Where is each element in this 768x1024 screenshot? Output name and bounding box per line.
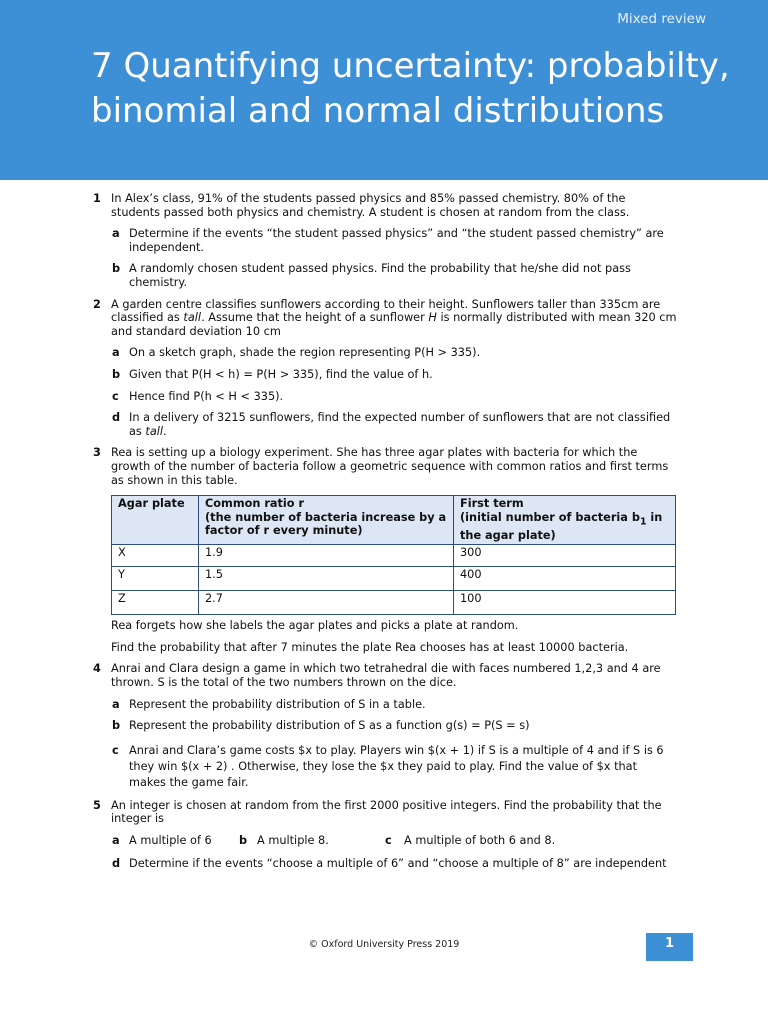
- part-label: c: [112, 743, 119, 757]
- question-number: 5: [93, 798, 101, 812]
- term-tall: tall: [183, 311, 202, 325]
- question-number: 3: [93, 446, 101, 460]
- section-label: Mixed review: [617, 11, 706, 27]
- table-row: [112, 567, 676, 591]
- part-label: d: [112, 411, 121, 425]
- question-text-cont: . Assume that the height of a sunflower: [201, 311, 429, 325]
- page-title: 7 Quantifying uncertainty: probabilty, binomial and normal distributions: [91, 46, 730, 131]
- cell-plate: Y: [112, 567, 199, 591]
- question-3-task: Find the probability that after 7 minutes the plate Rea chooses has at least 10000 bacteria.: [111, 640, 629, 654]
- question-2-part-c: [0, 390, 768, 404]
- cell-ratio: 1.5: [199, 567, 454, 591]
- part-label: b: [239, 833, 248, 847]
- question-text: A garden centre classifies sunflowers according to their height. Sunflowers taller than 335cm are classified as: [111, 297, 661, 325]
- part-label: b: [112, 719, 121, 733]
- question-4-part-b: [0, 719, 768, 733]
- question-text: An integer is chosen at random from the first 2000 positive integers. Find the probability that the integer is: [111, 798, 662, 826]
- header-line: in the agar plate): [460, 510, 663, 542]
- part-text: Represent the probability distribution of S as a function g(s) = P(S = s): [129, 719, 530, 733]
- part-label: c: [385, 833, 392, 847]
- table-row: [112, 545, 676, 567]
- cell-first-term: 400: [454, 567, 676, 591]
- part-label: d: [112, 856, 121, 870]
- part-text: Determine if the events “choose a multiple of 6” and “choose a multiple of 8” are independent: [129, 856, 667, 870]
- part-label: a: [112, 697, 120, 711]
- header-line: (the number of bacteria increase by a factor of r every minute): [205, 510, 447, 538]
- cell-ratio: 2.7: [199, 591, 454, 615]
- part-text: A randomly chosen student passed physics. Find the probability that he/she did not pass chemistry.: [129, 262, 631, 289]
- part-text: On a sketch graph, shade the region representing P(H > 335).: [129, 346, 481, 360]
- header-banner: [0, 0, 768, 180]
- part-text: Given that P(H < h) = P(H > 335), find the value of h.: [129, 367, 433, 381]
- header-line: First term: [460, 497, 524, 511]
- question-1-part-a: [0, 227, 768, 254]
- question-number: 1: [93, 192, 101, 205]
- part-label: a: [112, 346, 120, 360]
- cell-first-term: 300: [454, 545, 676, 567]
- exercise-content: [0, 192, 768, 878]
- question-text: In Alex’s class, 91% of the students passed physics and 85% passed chemistry. 80% of the students passed both physics and chemistry. A student is chosen at random from the class.: [111, 192, 630, 219]
- part-text: Hence find P(h < H < 335).: [129, 389, 284, 403]
- question-4-part-c: [0, 743, 768, 791]
- part-text: A multiple of 6: [129, 833, 212, 847]
- question-text: Rea is setting up a biology experiment. She has three agar plates with bacteria for which the growth of the number of bacteria follow a geometric sequence with common ratios and first terms as shown in this table.: [111, 446, 669, 487]
- table-row: [112, 591, 676, 615]
- question-3-note: Rea forgets how she labels the agar plates and picks a plate at random.: [111, 619, 519, 633]
- question-number: 4: [93, 662, 101, 676]
- term-tall: tall: [145, 424, 164, 438]
- header-agar-plate: Agar plate: [112, 496, 199, 545]
- question-4-part-a: [0, 698, 768, 712]
- question-2: [0, 298, 768, 339]
- question-5-parts-abc: [0, 834, 768, 848]
- header-first-term: [454, 496, 676, 545]
- variable-H: H: [428, 311, 437, 325]
- part-text-end: .: [163, 424, 167, 438]
- table-header-row: [112, 496, 676, 545]
- part-text: In a delivery of 3215 sunflowers, find the expected number of sunflowers that are not classified as: [129, 411, 671, 438]
- question-5-part-d: [0, 857, 768, 871]
- copyright-footer: © Oxford University Press 2019: [308, 939, 460, 950]
- question-5: [0, 799, 768, 826]
- question-1: [0, 192, 768, 219]
- cell-ratio: 1.9: [199, 545, 454, 567]
- question-2-part-a: [0, 346, 768, 360]
- part-label: b: [112, 262, 121, 276]
- question-2-part-b: [0, 368, 768, 382]
- cell-first-term: 100: [454, 591, 676, 615]
- part-text: Determine if the events “the student passed physics” and “the student passed chemistry” are independent.: [129, 227, 664, 254]
- question-4: [0, 662, 768, 689]
- page-number: 1: [646, 933, 693, 961]
- agar-plate-table: [111, 495, 676, 615]
- question-number: 2: [93, 297, 101, 311]
- part-label: a: [112, 227, 120, 241]
- header-line: Common ratio r: [205, 497, 305, 511]
- part-text: Represent the probability distribution of S in a table.: [129, 697, 426, 711]
- part-label: b: [112, 367, 121, 381]
- part-label: c: [112, 389, 119, 403]
- question-2-part-d: [0, 411, 768, 438]
- part-text: Anrai and Clara’s game costs $x to play. Players win $(x + 1) if S is a multiple of 4 and if S is 6 they win $(x + 2) . Otherwise, they lose the $x they paid to play. Find the value of $x that makes the game fair.: [129, 743, 664, 789]
- part-label: a: [112, 833, 120, 847]
- part-text: A multiple of both 6 and 8.: [404, 833, 556, 847]
- part-text: A multiple 8.: [257, 833, 329, 847]
- subscript: 1: [639, 515, 647, 527]
- question-3: [0, 446, 768, 487]
- header-line: (initial number of bacteria b: [460, 510, 640, 524]
- question-text-end: is normally distributed with mean 320 cm and standard deviation 10 cm: [111, 311, 677, 338]
- question-1-part-b: [0, 262, 768, 289]
- header-common-ratio: [199, 496, 454, 545]
- cell-plate: X: [112, 545, 199, 567]
- question-text: Anrai and Clara design a game in which two tetrahedral die with faces numbered 1,2,3 and 4 are thrown. S is the total of the two numbers thrown on the dice.: [111, 662, 661, 689]
- cell-plate: Z: [112, 591, 199, 615]
